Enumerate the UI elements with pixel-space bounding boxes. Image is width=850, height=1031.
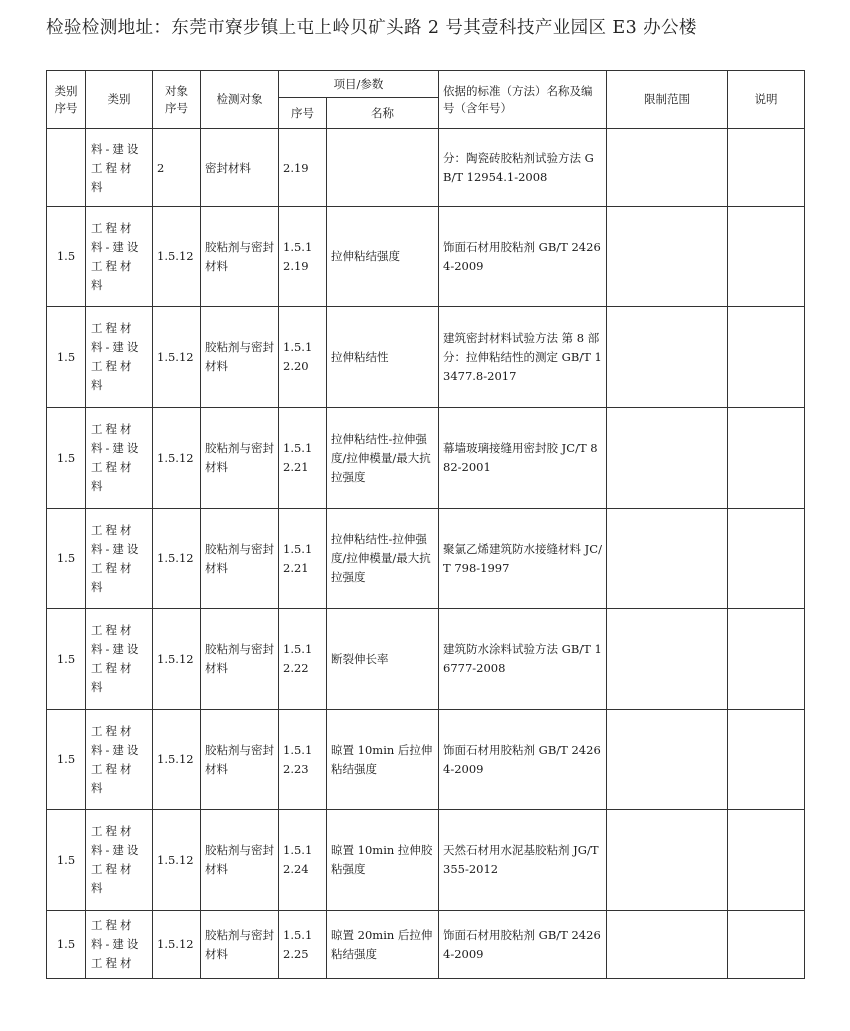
table-row [47, 509, 805, 609]
cell-category: 工程材料-建设工程材 [86, 911, 153, 979]
cell-item-no: 1.5.12.21 [279, 408, 327, 509]
cell-category-no: 1.5 [47, 207, 86, 307]
table-row [47, 307, 805, 408]
cell-test-object: 胶粘剂与密封材料 [201, 307, 279, 408]
cell-category-no: 1.5 [47, 911, 86, 979]
header-item-no: 序号 [279, 98, 327, 129]
cell-category-no: 1.5 [47, 408, 86, 509]
cell-test-object: 胶粘剂与密封材料 [201, 408, 279, 509]
table-row [47, 810, 805, 911]
cell-item-no: 1.5.12.22 [279, 609, 327, 710]
cell-category: 工程材料-建设工程材料 [86, 307, 153, 408]
inspection-scope-table [46, 70, 805, 979]
table-header [47, 71, 805, 129]
cell-category: 工程材料-建设工程材料 [86, 207, 153, 307]
table-body [47, 129, 805, 979]
cell-object-no: 1.5.12 [153, 609, 201, 710]
cell-object-no: 1.5.12 [153, 911, 201, 979]
header-category: 类别 [86, 71, 153, 129]
cell-test-object: 胶粘剂与密封材料 [201, 609, 279, 710]
cell-standard: 饰面石材用胶粘剂 GB/T 24264-2009 [439, 911, 607, 979]
cell-object-no: 2 [153, 129, 201, 207]
cell-item-name: 断裂伸长率 [327, 609, 439, 710]
cell-object-no: 1.5.12 [153, 810, 201, 911]
cell-category: 料-建设工程材料 [86, 129, 153, 207]
cell-note [728, 207, 805, 307]
cell-standard: 饰面石材用胶粘剂 GB/T 24264-2009 [439, 710, 607, 810]
table-row [47, 911, 805, 979]
cell-limit-range [607, 609, 728, 710]
cell-limit-range [607, 129, 728, 207]
cell-note [728, 408, 805, 509]
header-standard: 依据的标准（方法）名称及编号（含年号） [439, 71, 607, 129]
cell-item-name: 拉伸粘结性 [327, 307, 439, 408]
cell-object-no: 1.5.12 [153, 710, 201, 810]
cell-standard: 建筑防水涂料试验方法 GB/T 16777-2008 [439, 609, 607, 710]
cell-category-no: 1.5 [47, 710, 86, 810]
cell-item-name: 拉伸粘结强度 [327, 207, 439, 307]
cell-test-object: 密封材料 [201, 129, 279, 207]
cell-object-no: 1.5.12 [153, 408, 201, 509]
cell-item-no: 1.5.12.20 [279, 307, 327, 408]
header-note: 说明 [728, 71, 805, 129]
cell-test-object: 胶粘剂与密封材料 [201, 810, 279, 911]
table-row [47, 710, 805, 810]
cell-standard: 幕墙玻璃接缝用密封胶 JC/T 882-2001 [439, 408, 607, 509]
cell-note [728, 307, 805, 408]
cell-category: 工程材料-建设工程材料 [86, 810, 153, 911]
cell-limit-range [607, 307, 728, 408]
cell-object-no: 1.5.12 [153, 207, 201, 307]
cell-standard: 聚氯乙烯建筑防水接缝材料 JC/T 798-1997 [439, 509, 607, 609]
table-row [47, 609, 805, 710]
cell-item-no: 1.5.12.23 [279, 710, 327, 810]
cell-note [728, 710, 805, 810]
cell-item-no: 1.5.12.21 [279, 509, 327, 609]
cell-item-no: 1.5.12.19 [279, 207, 327, 307]
cell-item-name: 晾置 20min 后拉伸粘结强度 [327, 911, 439, 979]
cell-test-object: 胶粘剂与密封材料 [201, 710, 279, 810]
cell-object-no: 1.5.12 [153, 307, 201, 408]
cell-item-no: 2.19 [279, 129, 327, 207]
cell-object-no: 1.5.12 [153, 509, 201, 609]
cell-category-no: 1.5 [47, 609, 86, 710]
cell-item-no: 1.5.12.25 [279, 911, 327, 979]
cell-item-name [327, 129, 439, 207]
cell-category-no: 1.5 [47, 307, 86, 408]
cell-item-name: 拉伸粘结性-拉伸强度/拉伸模量/最大抗拉强度 [327, 408, 439, 509]
cell-limit-range [607, 207, 728, 307]
cell-category-no: 1.5 [47, 509, 86, 609]
header-test-object: 检测对象 [201, 71, 279, 129]
cell-note [728, 129, 805, 207]
cell-item-no: 1.5.12.24 [279, 810, 327, 911]
cell-test-object: 胶粘剂与密封材料 [201, 207, 279, 307]
header-object-no: 对象 序号 [153, 71, 201, 129]
cell-limit-range [607, 710, 728, 810]
cell-standard: 天然石材用水泥基胶粘剂 JG/T 355-2012 [439, 810, 607, 911]
cell-standard: 饰面石材用胶粘剂 GB/T 24264-2009 [439, 207, 607, 307]
cell-note [728, 609, 805, 710]
header-item-group: 项目/参数 [279, 71, 439, 98]
cell-limit-range [607, 911, 728, 979]
cell-category: 工程材料-建设工程材料 [86, 408, 153, 509]
cell-category-no [47, 129, 86, 207]
cell-item-name: 晾置 10min 后拉伸粘结强度 [327, 710, 439, 810]
cell-item-name: 晾置 10min 拉伸胶粘强度 [327, 810, 439, 911]
cell-category: 工程材料-建设工程材料 [86, 710, 153, 810]
cell-category: 工程材料-建设工程材料 [86, 509, 153, 609]
cell-category-no: 1.5 [47, 810, 86, 911]
table-row [47, 207, 805, 307]
cell-category: 工程材料-建设工程材料 [86, 609, 153, 710]
header-category-no: 类别 序号 [47, 71, 86, 129]
lab-address: 检验检测地址：东莞市寮步镇上屯上岭贝矿头路 2 号其壹科技产业园区 E3 办公楼 [46, 18, 697, 38]
table-row [47, 129, 805, 207]
header-item-name: 名称 [327, 98, 439, 129]
header-limit-range: 限制范围 [607, 71, 728, 129]
cell-test-object: 胶粘剂与密封材料 [201, 911, 279, 979]
table-row [47, 408, 805, 509]
cell-test-object: 胶粘剂与密封材料 [201, 509, 279, 609]
cell-limit-range [607, 810, 728, 911]
cell-limit-range [607, 509, 728, 609]
cell-note [728, 509, 805, 609]
cell-item-name: 拉伸粘结性-拉伸强度/拉伸模量/最大抗拉强度 [327, 509, 439, 609]
cell-note [728, 810, 805, 911]
cell-note [728, 911, 805, 979]
cell-standard: 建筑密封材料试验方法 第 8 部分：拉伸粘结性的测定 GB/T 13477.8-2017 [439, 307, 607, 408]
cell-limit-range [607, 408, 728, 509]
cell-standard: 分：陶瓷砖胶粘剂试验方法 GB/T 12954.1-2008 [439, 129, 607, 207]
